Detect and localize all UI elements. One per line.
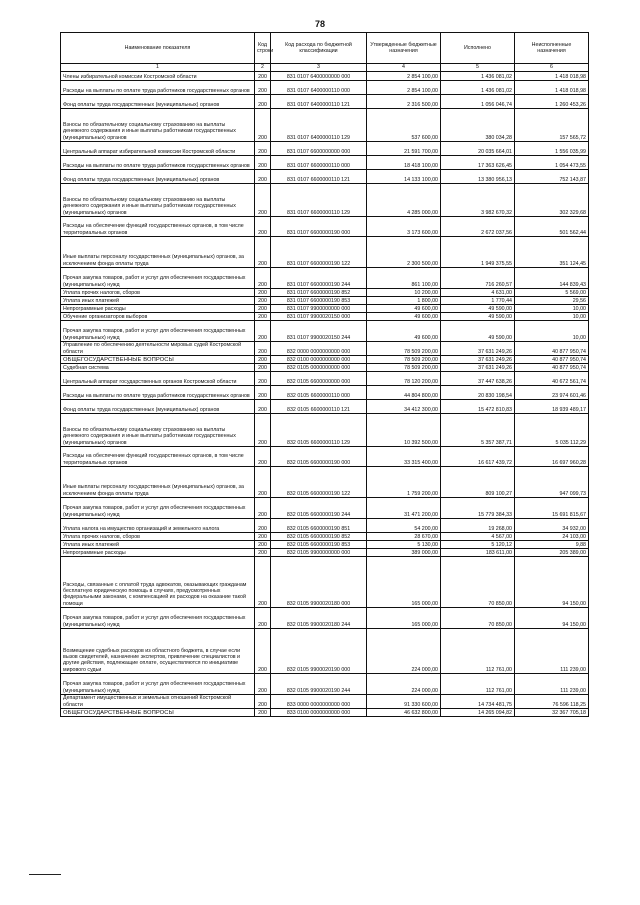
budget-execution-table xyxy=(60,32,589,717)
table-row xyxy=(61,467,589,498)
row-code: 200 xyxy=(255,109,271,142)
approved-amount: 44 804 800,00 xyxy=(367,386,441,400)
budget-class-code: 831 0107 6400000110 121 xyxy=(271,95,367,109)
row-name: Иные выплаты персоналу государственных (муниципальных) органов, за исключением фонда оплаты труда xyxy=(61,237,255,268)
table-row xyxy=(61,142,589,156)
table-row xyxy=(61,447,589,467)
approved-amount: 78 509 200,00 xyxy=(367,364,441,372)
executed-amount: 1 949 375,55 xyxy=(441,237,515,268)
row-name: Уплата иных платежей xyxy=(61,297,255,305)
row-code: 200 xyxy=(255,629,271,674)
unexecuted-amount: 205 389,00 xyxy=(515,549,589,557)
table-row xyxy=(61,95,589,109)
row-code: 200 xyxy=(255,142,271,156)
executed-amount: 4 631,00 xyxy=(441,289,515,297)
executed-amount: 3 982 670,32 xyxy=(441,184,515,217)
approved-amount: 4 285 000,00 xyxy=(367,184,441,217)
executed-amount: 15 472 810,83 xyxy=(441,400,515,414)
unexecuted-amount: 94 150,00 xyxy=(515,557,589,608)
budget-class-code: 833 0100 0000000000 000 xyxy=(271,709,367,717)
row-name: Фонд оплаты труда государственных (муниципальных) органов xyxy=(61,400,255,414)
table-row xyxy=(61,170,589,184)
table-row xyxy=(61,372,589,386)
approved-amount: 10 392 500,00 xyxy=(367,414,441,447)
budget-class-code: 831 0107 6600000190 853 xyxy=(271,297,367,305)
unexecuted-amount: 34 932,00 xyxy=(515,519,589,533)
approved-amount: 49 600,00 xyxy=(367,321,441,342)
row-code: 200 xyxy=(255,386,271,400)
table-row xyxy=(61,364,589,372)
column-index: 1 xyxy=(61,64,255,72)
row-code: 200 xyxy=(255,557,271,608)
budget-class-code: 833 0000 0000000000 000 xyxy=(271,695,367,709)
row-name: Центральный аппарат избирательной комиссии Костромской области xyxy=(61,142,255,156)
unexecuted-amount: 40 877 950,74 xyxy=(515,364,589,372)
executed-amount: 70 850,00 xyxy=(441,557,515,608)
row-name: Департамент имущественных и земельных отношений Костромской области xyxy=(61,695,255,709)
row-code: 200 xyxy=(255,321,271,342)
footnote-divider xyxy=(29,874,61,875)
row-name: Взносы по обязательному социальному страхованию на выплаты денежного содержания и иные выплаты работникам государственных (муниципальных) органов xyxy=(61,414,255,447)
budget-class-code: 832 0100 0000000000 000 xyxy=(271,356,367,364)
row-code: 200 xyxy=(255,709,271,717)
executed-amount: 15 779 384,33 xyxy=(441,498,515,519)
approved-amount: 54 200,00 xyxy=(367,519,441,533)
approved-amount: 3 173 600,00 xyxy=(367,217,441,237)
row-code: 200 xyxy=(255,467,271,498)
approved-amount: 31 471 200,00 xyxy=(367,498,441,519)
budget-class-code: 831 0107 6400000110 000 xyxy=(271,81,367,95)
row-name: Уплата прочих налогов, сборов xyxy=(61,289,255,297)
table-row xyxy=(61,109,589,142)
row-name: Центральный аппарат государственных органов Костромской области xyxy=(61,372,255,386)
row-code: 200 xyxy=(255,342,271,356)
row-code: 200 xyxy=(255,372,271,386)
table-row xyxy=(61,313,589,321)
executed-amount: 19 268,00 xyxy=(441,519,515,533)
unexecuted-amount: 501 562,44 xyxy=(515,217,589,237)
row-code: 200 xyxy=(255,217,271,237)
table-row xyxy=(61,184,589,217)
table-row xyxy=(61,414,589,447)
budget-class-code: 832 0105 6600000110 129 xyxy=(271,414,367,447)
row-name: Расходы на обеспечение функций государственных органов, в том числе территориальных органов xyxy=(61,217,255,237)
row-code: 200 xyxy=(255,533,271,541)
row-name: ОБЩЕГОСУДАРСТВЕННЫЕ ВОПРОСЫ xyxy=(61,709,255,717)
table-row xyxy=(61,72,589,81)
row-name: Обучение организаторов выборов xyxy=(61,313,255,321)
unexecuted-amount: 94 150,00 xyxy=(515,608,589,629)
budget-class-code: 831 0107 6600000110 000 xyxy=(271,156,367,170)
executed-amount: 20 830 198,54 xyxy=(441,386,515,400)
approved-amount: 14 133 100,00 xyxy=(367,170,441,184)
approved-amount: 78 120 200,00 xyxy=(367,372,441,386)
approved-amount: 1 759 200,00 xyxy=(367,467,441,498)
unexecuted-amount: 16 697 960,28 xyxy=(515,447,589,467)
budget-class-code: 832 0105 9900020190 244 xyxy=(271,674,367,695)
unexecuted-amount: 5 569,00 xyxy=(515,289,589,297)
unexecuted-amount: 10,00 xyxy=(515,305,589,313)
row-name: Фонд оплаты труда государственных (муниципальных) органов xyxy=(61,95,255,109)
row-code: 200 xyxy=(255,95,271,109)
row-code: 200 xyxy=(255,81,271,95)
approved-amount: 165 000,00 xyxy=(367,557,441,608)
budget-class-code: 832 0105 6600000190 244 xyxy=(271,498,367,519)
row-code: 200 xyxy=(255,297,271,305)
executed-amount: 14 265 094,82 xyxy=(441,709,515,717)
unexecuted-amount: 1 556 035,99 xyxy=(515,142,589,156)
budget-class-code: 831 0107 6600000190 122 xyxy=(271,237,367,268)
approved-amount: 2 854 100,00 xyxy=(367,72,441,81)
unexecuted-amount: 40 877 950,74 xyxy=(515,356,589,364)
budget-class-code: 832 0105 6600000190 852 xyxy=(271,533,367,541)
budget-class-code: 832 0105 9900020180 000 xyxy=(271,557,367,608)
row-code: 200 xyxy=(255,170,271,184)
table-row xyxy=(61,557,589,608)
approved-amount: 2 300 500,00 xyxy=(367,237,441,268)
table-row xyxy=(61,674,589,695)
budget-class-code: 832 0105 0000000000 000 xyxy=(271,364,367,372)
budget-class-code: 831 0107 6600000110 121 xyxy=(271,170,367,184)
unexecuted-amount: 15 691 815,67 xyxy=(515,498,589,519)
unexecuted-amount: 111 239,00 xyxy=(515,629,589,674)
executed-amount: 2 672 037,56 xyxy=(441,217,515,237)
header-not-done: Неисполненные назначения xyxy=(515,33,589,64)
budget-class-code: 832 0105 6600000190 000 xyxy=(271,447,367,467)
table-row xyxy=(61,695,589,709)
header-name: Наименование показателя xyxy=(61,33,255,64)
executed-amount: 1 436 081,02 xyxy=(441,72,515,81)
approved-amount: 2 316 500,00 xyxy=(367,95,441,109)
approved-amount: 2 854 100,00 xyxy=(367,81,441,95)
budget-class-code: 831 0107 6600000110 129 xyxy=(271,184,367,217)
row-code: 200 xyxy=(255,289,271,297)
row-name: Судебная система xyxy=(61,364,255,372)
executed-amount: 5 357 387,71 xyxy=(441,414,515,447)
table-row xyxy=(61,81,589,95)
row-name: Члены избирательной комиссии Костромской области xyxy=(61,72,255,81)
unexecuted-amount: 76 596 118,25 xyxy=(515,695,589,709)
unexecuted-amount: 111 239,00 xyxy=(515,674,589,695)
row-name: Прочая закупка товаров, работ и услуг для обеспечения государственных (муниципальных) нужд xyxy=(61,268,255,289)
column-index: 6 xyxy=(515,64,589,72)
budget-class-code: 832 0105 9900020180 244 xyxy=(271,608,367,629)
table-row xyxy=(61,217,589,237)
approved-amount: 537 600,00 xyxy=(367,109,441,142)
row-name: Расходы на выплаты по оплате труда работников государственных органов xyxy=(61,386,255,400)
executed-amount: 716 260,57 xyxy=(441,268,515,289)
budget-class-code: 831 0107 6600000190 852 xyxy=(271,289,367,297)
executed-amount: 20 035 664,01 xyxy=(441,142,515,156)
executed-amount: 37 447 638,26 xyxy=(441,372,515,386)
row-code: 200 xyxy=(255,519,271,533)
column-index: 5 xyxy=(441,64,515,72)
row-code: 200 xyxy=(255,447,271,467)
row-code: 200 xyxy=(255,549,271,557)
executed-amount: 4 567,00 xyxy=(441,533,515,541)
table-row xyxy=(61,498,589,519)
executed-amount: 37 631 249,26 xyxy=(441,356,515,364)
row-name: Взносы по обязательному социальному страхованию на выплаты денежного содержания и иные выплаты работникам государственных (муниципальных) органов xyxy=(61,184,255,217)
row-name: Возмещение судебных расходов из областного бюджета, в случае если вызов свидетелей, назначение экспертов, привлечение специалистов и другие действия, подлежащие оплате, осуществляются по инициативе мирового судьи xyxy=(61,629,255,674)
row-name: Расходы, связанные с оплатой труда адвокатов, оказывающих гражданам бесплатную юридическую помощь в случаях, предусмотренных федеральными законами, с компенсацией их расходов на оказание такой помощи xyxy=(61,557,255,608)
unexecuted-amount: 23 974 601,46 xyxy=(515,386,589,400)
budget-class-code: 832 0105 9900000000 000 xyxy=(271,549,367,557)
row-name: Иные выплаты персоналу государственных (муниципальных) органов, за исключением фонда оплаты труда xyxy=(61,467,255,498)
table-row xyxy=(61,321,589,342)
table-row xyxy=(61,342,589,356)
unexecuted-amount: 1 260 453,26 xyxy=(515,95,589,109)
executed-amount: 112 761,00 xyxy=(441,629,515,674)
budget-class-code: 831 0107 9900020150 000 xyxy=(271,313,367,321)
unexecuted-amount: 10,00 xyxy=(515,321,589,342)
column-index: 4 xyxy=(367,64,441,72)
row-name: ОБЩЕГОСУДАРСТВЕННЫЕ ВОПРОСЫ xyxy=(61,356,255,364)
row-name: Прочая закупка товаров, работ и услуг для обеспечения государственных (муниципальных) нужд xyxy=(61,608,255,629)
executed-amount: 49 590,00 xyxy=(441,305,515,313)
table-header-row xyxy=(61,33,589,64)
approved-amount: 33 315 400,00 xyxy=(367,447,441,467)
executed-amount: 37 631 249,26 xyxy=(441,342,515,356)
approved-amount: 49 600,00 xyxy=(367,313,441,321)
budget-class-code: 832 0000 0000000000 000 xyxy=(271,342,367,356)
row-name: Управление по обеспечению деятельности мировых судей Костромской области xyxy=(61,342,255,356)
executed-amount: 49 590,00 xyxy=(441,313,515,321)
approved-amount: 165 000,00 xyxy=(367,608,441,629)
row-code: 200 xyxy=(255,498,271,519)
row-code: 200 xyxy=(255,237,271,268)
table-row xyxy=(61,297,589,305)
row-code: 200 xyxy=(255,156,271,170)
unexecuted-amount: 24 103,00 xyxy=(515,533,589,541)
row-name: Непрограммные расходы xyxy=(61,305,255,313)
unexecuted-amount: 40 672 561,74 xyxy=(515,372,589,386)
approved-amount: 1 800,00 xyxy=(367,297,441,305)
executed-amount: 14 734 481,75 xyxy=(441,695,515,709)
row-code: 200 xyxy=(255,695,271,709)
executed-amount: 17 363 626,45 xyxy=(441,156,515,170)
budget-class-code: 831 0107 9900000000 000 xyxy=(271,305,367,313)
budget-class-code: 831 0107 6600000190 244 xyxy=(271,268,367,289)
unexecuted-amount: 1 418 018,98 xyxy=(515,72,589,81)
row-code: 200 xyxy=(255,268,271,289)
column-index: 3 xyxy=(271,64,367,72)
approved-amount: 5 130,00 xyxy=(367,541,441,549)
header-code-class: Код расхода по бюджетной классификации xyxy=(271,33,367,64)
table-row xyxy=(61,608,589,629)
approved-amount: 224 000,00 xyxy=(367,674,441,695)
row-name: Расходы на обеспечение функций государственных органов, в том числе территориальных органов xyxy=(61,447,255,467)
table-row xyxy=(61,549,589,557)
budget-class-code: 831 0107 6400000110 129 xyxy=(271,109,367,142)
table-row xyxy=(61,519,589,533)
approved-amount: 78 509 200,00 xyxy=(367,356,441,364)
executed-amount: 13 380 956,13 xyxy=(441,170,515,184)
executed-amount: 380 034,28 xyxy=(441,109,515,142)
table-row xyxy=(61,156,589,170)
executed-amount: 1 770,44 xyxy=(441,297,515,305)
row-name: Расходы на выплаты по оплате труда работников государственных органов xyxy=(61,156,255,170)
approved-amount: 861 100,00 xyxy=(367,268,441,289)
approved-amount: 18 418 100,00 xyxy=(367,156,441,170)
table-row xyxy=(61,237,589,268)
unexecuted-amount: 144 839,43 xyxy=(515,268,589,289)
row-name: Прочая закупка товаров, работ и услуг для обеспечения государственных (муниципальных) нужд xyxy=(61,498,255,519)
unexecuted-amount: 302 329,68 xyxy=(515,184,589,217)
approved-amount: 46 632 800,00 xyxy=(367,709,441,717)
table-row xyxy=(61,709,589,717)
table-row xyxy=(61,541,589,549)
executed-amount: 112 761,00 xyxy=(441,674,515,695)
budget-class-code: 832 0105 6600000110 000 xyxy=(271,386,367,400)
row-code: 200 xyxy=(255,608,271,629)
unexecuted-amount: 5 035 112,29 xyxy=(515,414,589,447)
executed-amount: 49 590,00 xyxy=(441,321,515,342)
budget-execution-table-container xyxy=(60,32,588,717)
header-approved: Утвержденные бюджетные назначения xyxy=(367,33,441,64)
row-name: Прочая закупка товаров, работ и услуг для обеспечения государственных (муниципальных) нужд xyxy=(61,674,255,695)
row-code: 200 xyxy=(255,541,271,549)
budget-class-code: 832 0105 6600000190 122 xyxy=(271,467,367,498)
executed-amount: 37 631 249,26 xyxy=(441,364,515,372)
approved-amount: 389 000,00 xyxy=(367,549,441,557)
unexecuted-amount: 9,88 xyxy=(515,541,589,549)
budget-class-code: 831 0107 6600000190 000 xyxy=(271,217,367,237)
budget-class-code: 832 0105 6600000190 853 xyxy=(271,541,367,549)
unexecuted-amount: 947 099,73 xyxy=(515,467,589,498)
budget-class-code: 831 0107 6400000000 000 xyxy=(271,72,367,81)
row-name: Фонд оплаты труда государственных (муниципальных) органов xyxy=(61,170,255,184)
column-index: 2 xyxy=(255,64,271,72)
budget-class-code: 831 0107 6600000000 000 xyxy=(271,142,367,156)
approved-amount: 49 600,00 xyxy=(367,305,441,313)
table-row xyxy=(61,289,589,297)
unexecuted-amount: 29,56 xyxy=(515,297,589,305)
row-name: Уплата иных платежей xyxy=(61,541,255,549)
row-code: 200 xyxy=(255,364,271,372)
approved-amount: 10 200,00 xyxy=(367,289,441,297)
executed-amount: 1 436 081,02 xyxy=(441,81,515,95)
row-name: Непрограммные расходы xyxy=(61,549,255,557)
table-row xyxy=(61,629,589,674)
header-done: Исполнено xyxy=(441,33,515,64)
approved-amount: 91 330 600,00 xyxy=(367,695,441,709)
unexecuted-amount: 18 939 489,17 xyxy=(515,400,589,414)
budget-class-code: 832 0105 9900020190 000 xyxy=(271,629,367,674)
table-row xyxy=(61,386,589,400)
page-number: 78 xyxy=(314,19,325,29)
table-row xyxy=(61,356,589,364)
header-code-row: Код строки xyxy=(255,33,271,64)
unexecuted-amount: 752 143,87 xyxy=(515,170,589,184)
approved-amount: 34 412 300,00 xyxy=(367,400,441,414)
unexecuted-amount: 1 418 018,98 xyxy=(515,81,589,95)
budget-class-code: 832 0105 6600000000 000 xyxy=(271,372,367,386)
row-code: 200 xyxy=(255,313,271,321)
table-body xyxy=(61,72,589,717)
row-code: 200 xyxy=(255,674,271,695)
approved-amount: 28 670,00 xyxy=(367,533,441,541)
table-row xyxy=(61,400,589,414)
executed-amount: 809 100,27 xyxy=(441,467,515,498)
executed-amount: 5 120,12 xyxy=(441,541,515,549)
budget-class-code: 832 0105 6600000110 121 xyxy=(271,400,367,414)
row-name: Взносы по обязательному социальному страхованию на выплаты денежного содержания и иные выплаты работникам государственных (муниципальных) органов xyxy=(61,109,255,142)
approved-amount: 21 591 700,00 xyxy=(367,142,441,156)
unexecuted-amount: 32 367 705,18 xyxy=(515,709,589,717)
executed-amount: 16 617 439,72 xyxy=(441,447,515,467)
unexecuted-amount: 351 124,45 xyxy=(515,237,589,268)
approved-amount: 78 509 200,00 xyxy=(367,342,441,356)
executed-amount: 183 611,00 xyxy=(441,549,515,557)
row-name: Прочая закупка товаров, работ и услуг для обеспечения государственных (муниципальных) нужд xyxy=(61,321,255,342)
row-code: 200 xyxy=(255,72,271,81)
row-code: 200 xyxy=(255,356,271,364)
approved-amount: 224 000,00 xyxy=(367,629,441,674)
row-code: 200 xyxy=(255,184,271,217)
executed-amount: 70 850,00 xyxy=(441,608,515,629)
table-row xyxy=(61,268,589,289)
unexecuted-amount: 10,00 xyxy=(515,313,589,321)
unexecuted-amount: 1 054 473,55 xyxy=(515,156,589,170)
row-name: Расходы на выплаты по оплате труда работников государственных органов xyxy=(61,81,255,95)
column-index-row xyxy=(61,64,589,72)
row-name: Уплата прочих налогов, сборов xyxy=(61,533,255,541)
budget-class-code: 831 0107 9900020150 244 xyxy=(271,321,367,342)
row-name: Уплата налога на имущество организаций и земельного налога xyxy=(61,519,255,533)
table-row xyxy=(61,305,589,313)
row-code: 200 xyxy=(255,400,271,414)
row-code: 200 xyxy=(255,305,271,313)
executed-amount: 1 056 046,74 xyxy=(441,95,515,109)
row-code: 200 xyxy=(255,414,271,447)
table-row xyxy=(61,533,589,541)
unexecuted-amount: 40 877 950,74 xyxy=(515,342,589,356)
unexecuted-amount: 157 565,72 xyxy=(515,109,589,142)
budget-class-code: 832 0105 6600000190 851 xyxy=(271,519,367,533)
